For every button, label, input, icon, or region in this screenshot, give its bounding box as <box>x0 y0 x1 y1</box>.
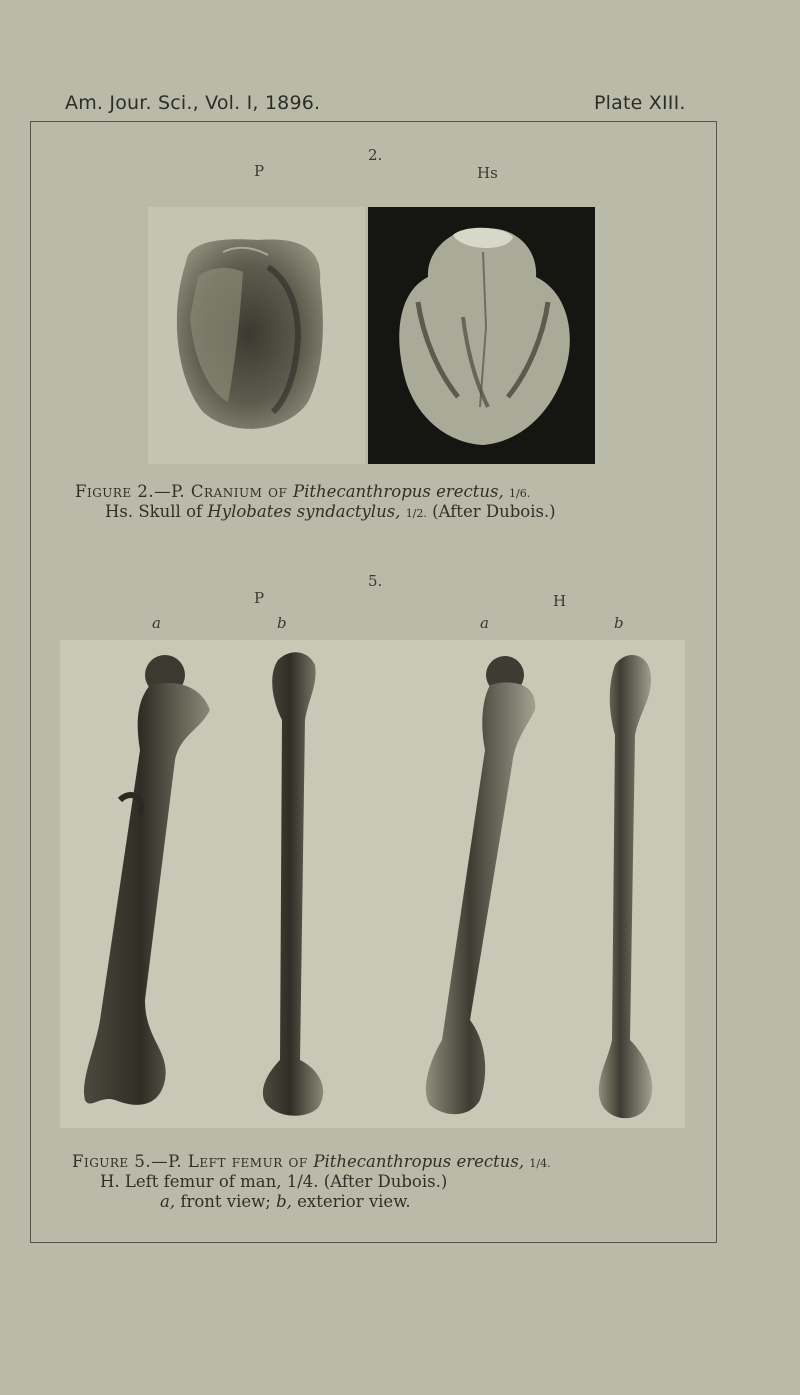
figure5-caption-prefix: Figure 5.—P. Left femur of <box>72 1152 314 1171</box>
figure5-key-b-text: exterior view. <box>297 1192 411 1211</box>
figure5-sublabel-ha: a <box>480 614 489 632</box>
figure2-scale-p: 1/6. <box>509 487 531 500</box>
figure2-caption-line1 <box>75 482 530 503</box>
figure2-number: 2. <box>368 146 383 164</box>
figure5-sublabel-pb: b <box>277 614 287 632</box>
figure5-sublabel-pa: a <box>152 614 161 632</box>
figure5-caption-line1 <box>72 1152 551 1173</box>
figure5-number: 5. <box>368 572 383 590</box>
figure5-key-a-text: front view; <box>180 1192 271 1211</box>
figure5-label-p: P <box>254 589 265 607</box>
figure2-caption-prefix: Figure 2.—P. Cranium of <box>75 482 294 501</box>
figure2-caption-line2 <box>105 502 556 523</box>
figure2-species-hylobates: Hylobates syndactylus, <box>207 502 401 521</box>
figure5-caption-line3 <box>160 1192 411 1211</box>
figure2-label-hs: Hs <box>477 164 498 182</box>
figure2-credit: (After Dubois.) <box>432 502 556 521</box>
journal-header: Am. Jour. Sci., Vol. I, 1896. <box>65 92 321 114</box>
figure2-label-p: P <box>254 162 265 180</box>
figure5-caption-line2: H. Left femur of man, 1/4. (After Dubois.) <box>100 1172 448 1191</box>
figure2-species-pithecanthropus: Pithecanthropus erectus, <box>293 482 504 501</box>
figure5-sublabel-hb: b <box>614 614 624 632</box>
skull-photo-hylobates <box>368 207 595 464</box>
figure5-label-h: H <box>553 592 567 610</box>
figure5-scale-p: 1/4. <box>529 1157 551 1170</box>
figure5-key-b: b, <box>276 1192 292 1211</box>
figure2-caption-hs-prefix: Hs. Skull of <box>105 502 208 521</box>
figure2-scale-hs: 1/2. <box>405 507 427 520</box>
femur-photo-panel <box>60 640 685 1128</box>
plate-number: Plate XIII. <box>594 92 686 114</box>
cranium-photo-pithecanthropus <box>148 207 365 464</box>
figure5-species-pithecanthropus: Pithecanthropus erectus, <box>313 1152 525 1171</box>
figure5-key-a: a, <box>160 1192 176 1211</box>
